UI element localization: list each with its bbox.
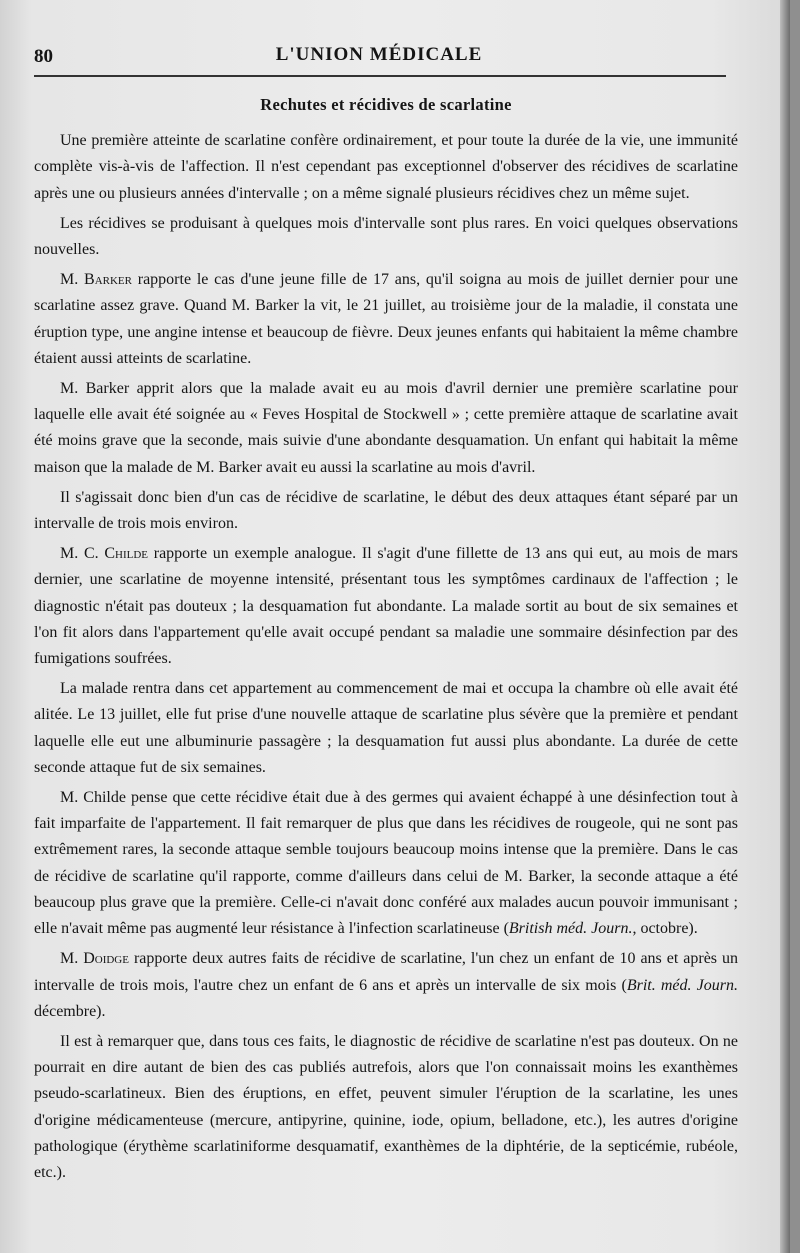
paragraph-text: Une première atteinte de scarlatine confère ordinairement, et pour toute la durée de la vie, une immunité complète vis-à-vis de l'affection. Il n'est cependant pas exceptionnel d'observer des récidives de scarlatine après une ou plusieurs années d'intervalle ; on a même signalé plusieurs récidives chez un même sujet. bbox=[34, 132, 738, 202]
page-header bbox=[34, 36, 724, 70]
page-edge-shadow bbox=[780, 0, 790, 1253]
paragraph-text: Il est à remarquer que, dans tous ces faits, le diagnostic de récidive de scarlatine n'est pas douteux. On ne pourrait en dire autant de bien des cas publiés autrefois, alors que l'on connaissait moins les exanthèmes pseudo-scarlatineux. Bien des éruptions, en effet, peuvent simuler l'éruption de la scarlatine, les unes d'origine médicamenteuse (mercure, antipyrine, quinine, iode, opium, belladone, etc.), les autres d'origine pathologique (érythème scarlatiniforme desquamatif, exanthèmes de la diphtérie, de la septicémie, rubéole, etc.). bbox=[34, 1032, 738, 1181]
paragraph-1 bbox=[34, 128, 738, 207]
paragraph-6 bbox=[34, 541, 738, 672]
citation-source: British méd. Journ. bbox=[508, 920, 633, 938]
paragraph-text: M. Barker apprit alors que la malade avait eu au mois d'avril dernier une première scarlatine pour laquelle elle avait été soignée au « Feves Hospital de Stockwell » ; cette première attaque de scarlatine avait été moins grave que la seconde, mais suivie d'une abondante desquamation. Un enfant qui habitait la même maison que la malade de M. Barker avait eu aussi la scarlatine au mois d'avril. bbox=[34, 380, 738, 476]
paragraph-3 bbox=[34, 267, 738, 372]
paragraph-text: rapporte le cas d'une jeune fille de 17 ans, qu'il soigna au mois de juillet dernier pour une scarlatine assez grave. Quand M. Barker la vit, le 21 juillet, au troisième jour de la maladie, il constata une éruption type, une angine intense et beaucoup de fièvre. Deux jeunes enfants qui habitaient la même chambre étaient aussi atteints de scarlatine. bbox=[34, 271, 738, 367]
author-name: Doidge bbox=[83, 950, 129, 968]
author-name: Barker bbox=[84, 271, 132, 289]
paragraph-text: Les récidives se produisant à quelques mois d'intervalle sont plus rares. En voici quelques observations nouvelles. bbox=[34, 214, 738, 259]
citation-source: Brit. méd. Journ. bbox=[626, 976, 739, 994]
citation-tail: , octobre). bbox=[632, 920, 698, 938]
paragraph-lead: M. bbox=[60, 271, 85, 289]
article bbox=[34, 92, 738, 1186]
citation-tail: décembre). bbox=[34, 1002, 106, 1020]
paragraph-lead: M. bbox=[60, 950, 84, 968]
paragraph-8 bbox=[34, 785, 738, 942]
page-number: 80 bbox=[34, 46, 53, 67]
author-name: Childe bbox=[104, 545, 149, 563]
paragraph-10 bbox=[34, 1029, 738, 1186]
paragraph-text: rapporte deux autres faits de récidive de scarlatine, l'un chez un enfant de 10 ans et après un intervalle de trois mois, l'autre chez un enfant de 6 ans et après un intervalle de six mois ( bbox=[34, 950, 738, 994]
paragraph-4 bbox=[34, 376, 738, 481]
article-title: Rechutes et récidives de scarlatine bbox=[260, 95, 512, 114]
running-title: L'UNION MÉDICALE bbox=[275, 44, 483, 65]
header-rule bbox=[34, 75, 726, 77]
paragraph-text: rapporte un exemple analogue. Il s'agit d'une fillette de 13 ans qui eut, au mois de mars dernier, une scarlatine de moyenne intensité, présentant tous les symptômes cardinaux de l'affection ; le diagnostic n'était pas douteux ; la desquamation fut abondante. La malade sortit au bout de six semaines et l'on fit alors dans l'appartement qu'elle avait occupé pendant sa maladie une sommaire désinfection par des fumigations soufrées. bbox=[34, 545, 738, 668]
paragraph-text: La malade rentra dans cet appartement au commencement de mai et occupa la chambre où elle avait été alitée. Le 13 juillet, elle fut prise d'une nouvelle attaque de scarlatine plus sévère que la première et pendant laquelle elle eut une albuminurie passagère ; la desquamation fut aussi plus abondante. La durée de cette seconde attaque fut de six semaines. bbox=[34, 680, 738, 776]
paragraph-lead: M. C. bbox=[60, 545, 105, 563]
paragraph-text: Il s'agissait donc bien d'un cas de récidive de scarlatine, le début des deux attaques étant séparé par un intervalle de trois mois environ. bbox=[34, 488, 738, 533]
paragraph-text: M. Childe pense que cette récidive était due à des germes qui avaient échappé à une désinfection tout à fait imparfaite de l'appartement. Il fait remarquer de plus que dans les récidives de rougeole, qui ne sont pas extrêmement rares, la seconde attaque semble toujours beaucoup moins intense que la première. Dans le cas de récidive de scarlatine qu'il rapporte, comme d'ailleurs dans celui de M. Barker, la seconde attaque a été beaucoup plus grave que la première. Celle-ci n'avait donc conféré aux malades aucun pouvoir immunisant ; elle n'avait même pas augmenté leur résistance à l'infection scarlatineuse ( bbox=[34, 789, 738, 938]
paragraph-9 bbox=[34, 946, 738, 1025]
paragraph-2 bbox=[34, 211, 738, 263]
paragraph-5 bbox=[34, 485, 738, 537]
paragraph-7 bbox=[34, 676, 738, 781]
